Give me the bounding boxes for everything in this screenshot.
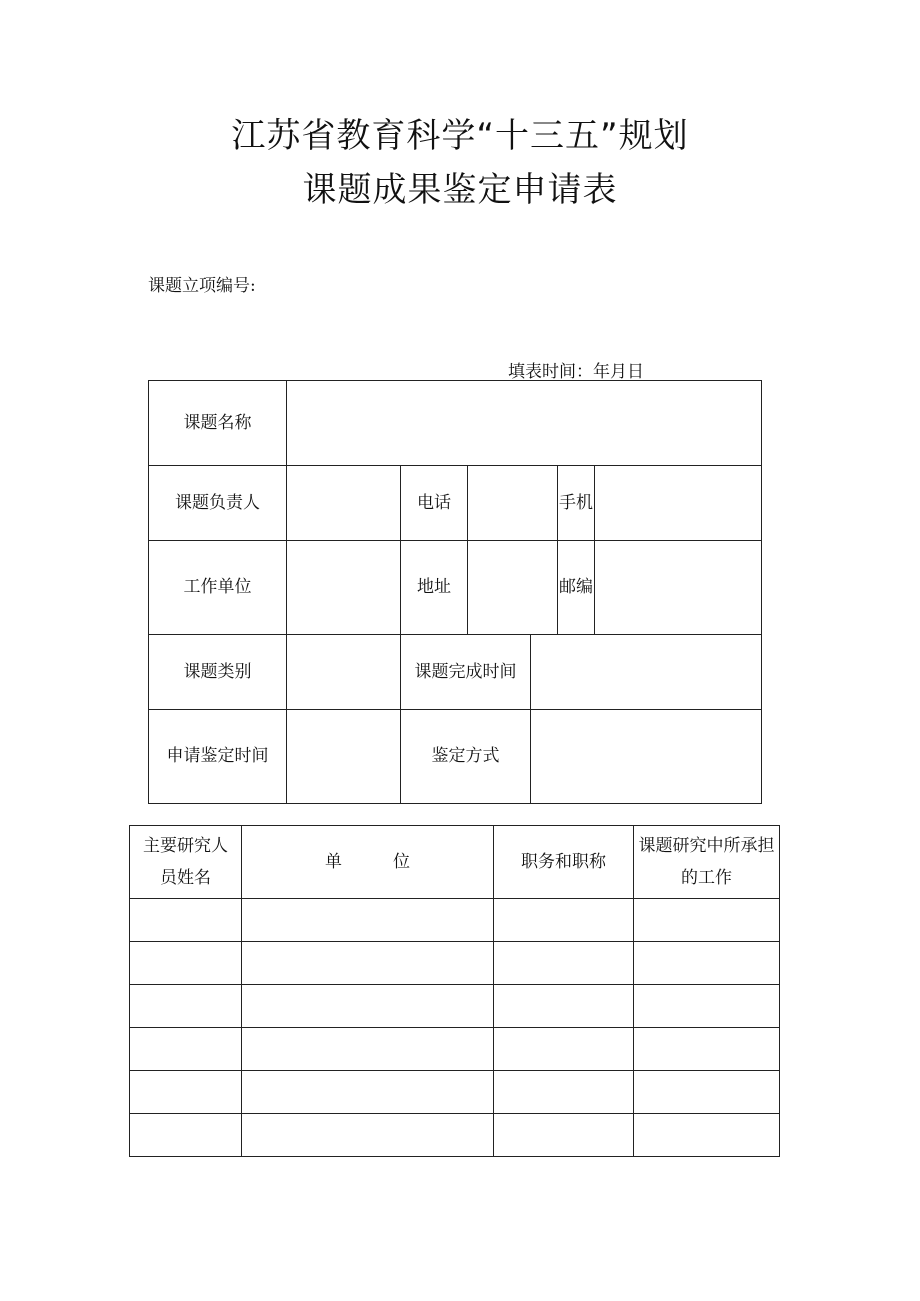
member-name-cell[interactable]: [130, 1071, 242, 1114]
table-row: [130, 985, 780, 1028]
mobile-label: 手机: [558, 466, 595, 541]
project-leader-field[interactable]: [287, 466, 401, 541]
member-unit-cell[interactable]: [242, 1114, 494, 1157]
table-row: [130, 899, 780, 942]
member-unit-cell[interactable]: [242, 942, 494, 985]
evaluation-method-field[interactable]: [531, 710, 762, 804]
table-row: [130, 1071, 780, 1114]
member-name-cell[interactable]: [130, 1114, 242, 1157]
address-label: 地址: [401, 541, 468, 635]
member-work-cell[interactable]: [634, 1071, 780, 1114]
header-unit: 单位: [242, 826, 494, 899]
page-title-line-1: 江苏省教育科学“十三五”规划: [231, 116, 689, 156]
member-title-cell[interactable]: [494, 942, 634, 985]
mobile-field[interactable]: [595, 466, 762, 541]
member-title-cell[interactable]: [494, 1114, 634, 1157]
member-title-cell[interactable]: [494, 899, 634, 942]
completion-time-label: 课题完成时间: [401, 635, 531, 710]
member-title-cell[interactable]: [494, 1071, 634, 1114]
project-category-field[interactable]: [287, 635, 401, 710]
table-row: [130, 942, 780, 985]
table-row: [130, 1028, 780, 1071]
member-name-cell[interactable]: [130, 942, 242, 985]
member-name-cell[interactable]: [130, 899, 242, 942]
member-work-cell[interactable]: [634, 1028, 780, 1071]
member-work-cell[interactable]: [634, 942, 780, 985]
apply-time-label: 申请鉴定时间: [149, 710, 287, 804]
header-responsibility: 课题研究中所承担的工作: [634, 826, 780, 899]
members-table: [129, 825, 780, 1157]
member-unit-cell[interactable]: [242, 899, 494, 942]
member-name-cell[interactable]: [130, 985, 242, 1028]
project-name-label: 课题名称: [149, 381, 287, 466]
postcode-field[interactable]: [595, 541, 762, 635]
project-leader-label: 课题负责人: [149, 466, 287, 541]
phone-field[interactable]: [468, 466, 558, 541]
member-unit-cell[interactable]: [242, 985, 494, 1028]
member-unit-cell[interactable]: [242, 1028, 494, 1071]
member-work-cell[interactable]: [634, 899, 780, 942]
member-unit-cell[interactable]: [242, 1071, 494, 1114]
member-title-cell[interactable]: [494, 1028, 634, 1071]
member-name-cell[interactable]: [130, 1028, 242, 1071]
member-work-cell[interactable]: [634, 1114, 780, 1157]
project-category-label: 课题类别: [149, 635, 287, 710]
apply-time-field[interactable]: [287, 710, 401, 804]
fill-date-label: 填表时间：年月日: [508, 362, 644, 382]
phone-label: 电话: [401, 466, 468, 541]
header-member-name: 主要研究人员姓名: [130, 826, 242, 899]
project-info-table: [148, 380, 762, 804]
table-row: [130, 1114, 780, 1157]
member-title-cell[interactable]: [494, 985, 634, 1028]
project-name-field[interactable]: [287, 381, 762, 466]
evaluation-method-label: 鉴定方式: [401, 710, 531, 804]
postcode-label: 邮编: [558, 541, 595, 635]
page-title-line-2: 课题成果鉴定申请表: [302, 170, 618, 210]
address-field[interactable]: [468, 541, 558, 635]
work-unit-label: 工作单位: [149, 541, 287, 635]
header-position-title: 职务和职称: [494, 826, 634, 899]
completion-time-field[interactable]: [531, 635, 762, 710]
work-unit-field[interactable]: [287, 541, 401, 635]
project-number-label: 课题立项编号:: [148, 276, 256, 296]
member-work-cell[interactable]: [634, 985, 780, 1028]
